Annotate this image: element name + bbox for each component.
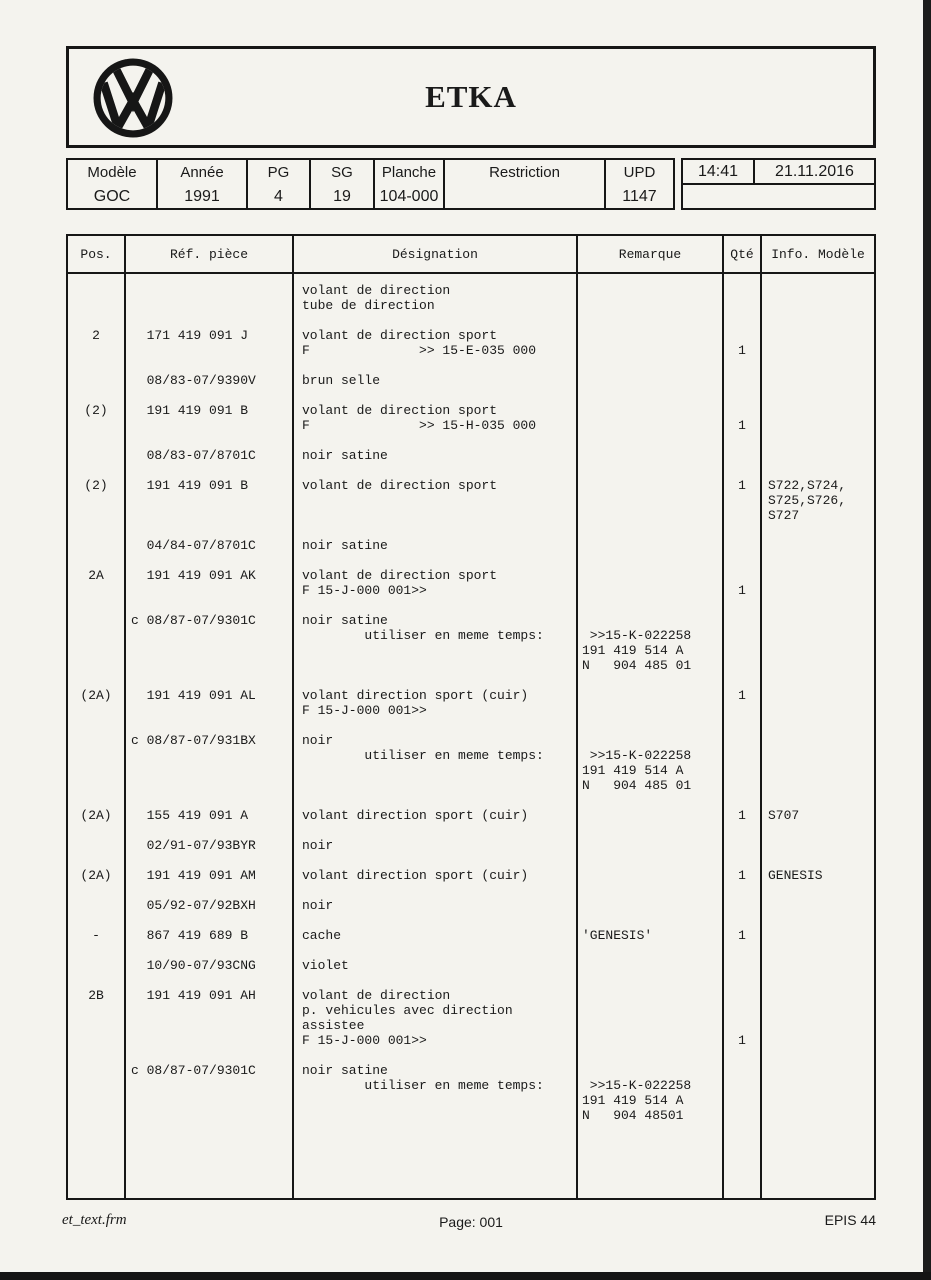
table-row: [68, 373, 874, 403]
cell-ref: 04/84-07/8701C: [126, 538, 294, 568]
cell-ref: [126, 274, 294, 328]
table-row: [68, 733, 874, 808]
cell-des: noir satine utiliser en meme temps:: [294, 613, 578, 688]
col-header-des: Désignation: [294, 236, 578, 272]
model-col-value: 4: [274, 187, 283, 205]
cell-rem: [578, 988, 724, 1063]
cell-info: [762, 373, 874, 403]
model-col-label: PG: [267, 164, 290, 181]
cell-pos: 2A: [68, 568, 126, 613]
cell-info: [762, 403, 874, 448]
cell-des: volant de direction p. vehicules avec direction assistee F 15-J-000 001>>: [294, 988, 578, 1063]
cell-pos: [68, 898, 126, 928]
cell-ref: 191 419 091 AH: [126, 988, 294, 1063]
cell-des: noir satine: [294, 448, 578, 478]
timestamp-box: [681, 158, 876, 210]
cell-rem: >>15-K-022258 191 419 514 A N 904 485 01: [578, 613, 724, 688]
cell-pos: [68, 1063, 126, 1138]
cell-info: [762, 838, 874, 868]
cell-pos: (2A): [68, 868, 126, 898]
cell-info: GENESIS: [768, 868, 823, 883]
cell-qty: [724, 373, 762, 403]
cell-rem: [578, 868, 724, 898]
cell-info: [762, 1138, 874, 1198]
cell-rem: [578, 838, 724, 868]
cell-rem: [578, 568, 724, 613]
timestamp-row: [683, 160, 874, 185]
table-row: [68, 868, 874, 898]
cell-qty: 1: [724, 928, 762, 958]
cell-pos: (2A): [68, 688, 126, 733]
cell-ref: 171 419 091 J: [126, 328, 294, 373]
cell-ref: 191 419 091 AL: [126, 688, 294, 733]
cell-qty: 1: [724, 478, 762, 538]
cell-ref: 867 419 689 B: [126, 928, 294, 958]
footer-page-number: Page: 001: [439, 1214, 503, 1230]
scan-edge-right: [923, 0, 931, 1280]
cell-qty: 1: [724, 808, 762, 838]
cell-qty: 1: [724, 403, 762, 448]
cell-rem: >>15-K-022258 191 419 514 A N 904 485 01: [578, 733, 724, 808]
table-body: [68, 274, 874, 1198]
table-row: [68, 838, 874, 868]
cell-ref: 08/83-07/8701C: [126, 448, 294, 478]
cell-qty: [724, 613, 762, 688]
cell-info: [762, 898, 874, 928]
cell-des: volant de direction sport F 15-J-000 001>>: [294, 568, 578, 613]
cell-pos: (2): [68, 403, 126, 448]
cell-qty: 1: [724, 988, 762, 1063]
cell-ref: c 08/87-07/9301C: [126, 1063, 294, 1138]
cell-rem: [578, 448, 724, 478]
cell-rem: [578, 478, 724, 538]
table-row: [68, 613, 874, 688]
cell-ref: 191 419 091 AK: [126, 568, 294, 613]
cell-rem: [578, 328, 724, 373]
footer-form-name: et_text.frm: [62, 1212, 127, 1228]
cell-qty: [724, 274, 762, 328]
cell-pos: [68, 613, 126, 688]
cell-des: brun selle: [294, 373, 578, 403]
model-col-value: 1147: [622, 187, 657, 205]
cell-qty: [724, 538, 762, 568]
cell-ref: c 08/87-07/9301C: [126, 613, 294, 688]
model-col-planche: [375, 160, 445, 208]
cell-pos: 2B: [68, 988, 126, 1063]
cell-pos: [68, 838, 126, 868]
cell-ref: 155 419 091 A: [126, 808, 294, 838]
model-col-restriction: [445, 160, 606, 208]
cell-des: volant de direction tube de direction: [294, 274, 578, 328]
col-header-qty: Qté: [724, 236, 762, 272]
cell-pos: [68, 733, 126, 808]
cell-pos: (2): [68, 478, 126, 538]
table-row: [68, 274, 874, 328]
app-title: ETKA: [425, 79, 517, 114]
col-header-info: Info. Modèle: [771, 246, 865, 262]
cell-qty: [724, 898, 762, 928]
cell-info: [762, 274, 874, 328]
cell-des: cache: [294, 928, 578, 958]
cell-pos: [68, 958, 126, 988]
cell-info: [762, 928, 874, 958]
cell-qty: [724, 1063, 762, 1138]
cell-ref: [126, 1138, 294, 1198]
date-value: 21.11.2016: [775, 162, 854, 180]
cell-info: [762, 328, 874, 373]
col-header-ref: Réf. pièce: [126, 236, 294, 272]
model-info-table: [66, 158, 675, 210]
cell-ref: 191 419 091 B: [126, 478, 294, 538]
scan-edge-bottom: [0, 1272, 931, 1280]
col-header-rem: Remarque: [578, 236, 724, 272]
col-header-pos: Pos.: [68, 236, 126, 272]
cell-pos: [68, 373, 126, 403]
cell-pos: [68, 274, 126, 328]
cell-info: [762, 538, 874, 568]
cell-rem: [578, 373, 724, 403]
table-row: [68, 928, 874, 958]
cell-pos: -: [68, 928, 126, 958]
cell-ref: 191 419 091 AM: [126, 868, 294, 898]
header-banner: [66, 46, 876, 148]
cell-info: [762, 733, 874, 808]
cell-rem: [578, 808, 724, 838]
cell-des: violet: [294, 958, 578, 988]
cell-ref: 05/92-07/92BXH: [126, 898, 294, 928]
cell-info: [762, 688, 874, 733]
cell-rem: [578, 274, 724, 328]
table-row: [68, 403, 874, 448]
cell-pos: [68, 1138, 126, 1198]
cell-qty: 1: [724, 688, 762, 733]
cell-des: volant de direction sport F >> 15-H-035 000: [294, 403, 578, 448]
cell-rem: [578, 538, 724, 568]
model-col-value: 104-000: [379, 187, 439, 205]
cell-ref: 08/83-07/9390V: [126, 373, 294, 403]
cell-des: volant direction sport (cuir): [294, 808, 578, 838]
table-row: [68, 478, 874, 538]
cell-des: noir utiliser en meme temps:: [294, 733, 578, 808]
cell-info: [762, 613, 874, 688]
cell-des: [294, 1138, 578, 1198]
cell-info: [762, 1063, 874, 1138]
model-col-sg: [311, 160, 375, 208]
cell-des: volant direction sport (cuir) F 15-J-000 001>>: [294, 688, 578, 733]
cell-des: noir satine utiliser en meme temps:: [294, 1063, 578, 1138]
cell-pos: [68, 448, 126, 478]
cell-pos: [68, 538, 126, 568]
table-row: [68, 898, 874, 928]
table-row: [68, 568, 874, 613]
cell-des: noir: [294, 898, 578, 928]
cell-info: [762, 448, 874, 478]
table-row: [68, 538, 874, 568]
cell-qty: [724, 958, 762, 988]
model-col-modele: [68, 160, 158, 208]
parts-table: [66, 234, 876, 1200]
cell-ref: 191 419 091 B: [126, 403, 294, 448]
table-row: [68, 328, 874, 373]
cell-des: noir satine: [294, 538, 578, 568]
table-row: [68, 1063, 874, 1138]
model-col-annee: [158, 160, 248, 208]
model-col-label: Modèle: [87, 164, 137, 181]
time-value: 14:41: [683, 160, 755, 183]
table-row: [68, 808, 874, 838]
cell-qty: 1: [724, 868, 762, 898]
model-col-label: SG: [331, 164, 353, 181]
cell-info: [762, 988, 874, 1063]
model-col-label: Planche: [381, 164, 437, 181]
model-col-value: [445, 185, 604, 208]
model-col-label: UPD: [623, 164, 656, 181]
cell-qty: 1: [724, 568, 762, 613]
table-row: [68, 988, 874, 1063]
table-filler-row: [68, 1138, 874, 1198]
cell-des: volant direction sport (cuir): [294, 868, 578, 898]
model-col-value: GOC: [93, 187, 131, 205]
cell-rem: >>15-K-022258 191 419 514 A N 904 48501: [578, 1063, 724, 1138]
model-col-value: 1991: [184, 187, 220, 205]
model-col-label: Restriction: [489, 164, 560, 181]
cell-info: S722,S724, S725,S726, S727: [768, 478, 847, 523]
cell-info: [762, 568, 874, 613]
cell-info: S707: [768, 808, 800, 823]
cell-pos: (2A): [68, 808, 126, 838]
model-col-label: Année: [180, 164, 224, 181]
cell-info: [762, 958, 874, 988]
table-row: [68, 448, 874, 478]
table-row: [68, 958, 874, 988]
cell-rem: [578, 1138, 724, 1198]
cell-des: volant de direction sport: [294, 478, 578, 538]
cell-qty: [724, 448, 762, 478]
cell-rem: 'GENESIS': [578, 928, 724, 958]
model-col-pg: [248, 160, 311, 208]
cell-des: volant de direction sport F >> 15-E-035 000: [294, 328, 578, 373]
model-col-value: 19: [333, 187, 351, 205]
cell-qty: [724, 838, 762, 868]
cell-rem: [578, 898, 724, 928]
cell-ref: 10/90-07/93CNG: [126, 958, 294, 988]
model-col-upd: [606, 160, 673, 208]
footer-system-id: EPIS 44: [824, 1212, 876, 1228]
cell-qty: 1: [724, 328, 762, 373]
table-row: [68, 688, 874, 733]
cell-rem: [578, 403, 724, 448]
cell-des: noir: [294, 838, 578, 868]
cell-rem: [578, 958, 724, 988]
parts-table-header: [68, 236, 874, 274]
cell-ref: 02/91-07/93BYR: [126, 838, 294, 868]
cell-rem: [578, 688, 724, 733]
cell-pos: 2: [68, 328, 126, 373]
cell-qty: [724, 733, 762, 808]
cell-qty: [724, 1138, 762, 1198]
cell-ref: c 08/87-07/931BX: [126, 733, 294, 808]
